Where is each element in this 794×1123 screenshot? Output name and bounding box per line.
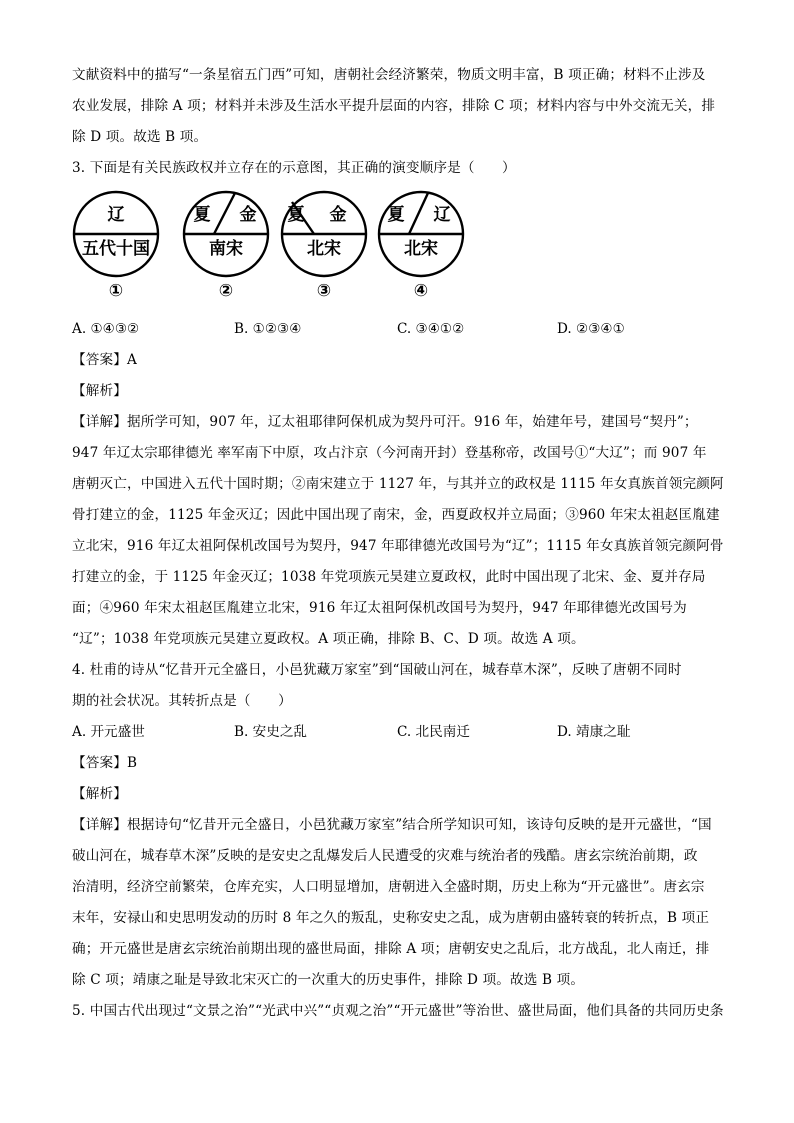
options-row: [72, 314, 727, 345]
text-line: 除 C 项；靖康之耻是导致北宋灭亡的一次重大的历史事件，排除 D 项。故选 B 项。: [72, 972, 585, 988]
option-c: C. ③④①②: [397, 321, 465, 337]
diagram-2: [184, 192, 268, 301]
question-5: [72, 996, 727, 1027]
question-stem: 4. 杜甫的诗从“忆昔开元全盛日，小邑犹藏万家室”到“国破山河在，城春草木深”，反映了唐朝不同时: [72, 662, 682, 678]
answer-label: 【答案】A: [72, 352, 137, 368]
diagram-2-top-left: 夏: [193, 205, 211, 225]
text-line: 打建立的金，于 1125 年金灭辽；1038 年党项族元昊建立夏政权，此时中国出现了北宋、金、夏并存局: [72, 569, 706, 585]
diagram-1-bottom: 五代十国: [82, 239, 150, 259]
diagram-1: [74, 192, 158, 301]
option-c: C. 北民南迁: [397, 724, 470, 740]
diagram-2-number: ②: [218, 281, 234, 301]
option-d: D. 靖康之耻: [557, 724, 631, 740]
analysis-label: 【解析】: [72, 383, 127, 399]
diagram-4-number: ④: [413, 281, 429, 301]
text-line: 确；开元盛世是唐玄宗统治前期出现的盛世局面，排除 A 项；唐朝安史之乱后，北方战乱，北人南迁，排: [72, 941, 710, 957]
diagram-2-bottom: 南宋: [209, 239, 243, 259]
text-line: 面；④960 年宋太祖赵匡胤建立北宋，916 年辽太祖阿保机改国号为契丹，947 年耶律德光改国号为: [72, 600, 687, 616]
option-b: B. 安史之乱: [234, 724, 308, 740]
text-line: 治清明，经济空前繁荣，仓库充实，人口明显增加，唐朝进入全盛时期，历史上称为“开元盛世”。唐玄宗: [72, 879, 705, 895]
regime-diagrams-svg: [72, 188, 492, 314]
question-stem: 5. 中国古代出现过“文景之治”“光武中兴”“贞观之治”“开元盛世”等治世、盛世局面，他们具备的共同历史条: [72, 1003, 724, 1019]
option-a: A. 开元盛世: [72, 724, 145, 740]
text-line: 【详解】根据诗句“忆昔开元全盛日，小邑犹藏万家室”结合所学知识可知，该诗句反映的是开元盛世，“国: [72, 817, 712, 833]
text-line: 唐朝灭亡，中国进入五代十国时期；②南宋建立于 1127 年，与其并立的政权是 1115 年女真族首领完颜阿: [72, 476, 724, 492]
diagram-3-top-right: 金: [329, 205, 347, 225]
diagram-3-bottom: 北宋: [307, 239, 341, 259]
diagram-3: [282, 192, 366, 301]
question-4: [72, 655, 727, 996]
analysis-label: 【解析】: [72, 786, 127, 802]
diagram-4: [379, 192, 463, 301]
option-b: B. ①②③④: [234, 321, 302, 337]
question-3: [72, 153, 727, 655]
text-line: 【详解】据所学可知，907 年，辽太祖耶律阿保机成为契丹可汗。916 年，始建年号，建国号“契丹”；: [72, 414, 698, 430]
answer-label: 【答案】B: [72, 755, 138, 771]
options-row: [72, 717, 727, 748]
text-line: 末年，安禄山和史思明发动的历时 8 年之久的叛乱，史称安史之乱，成为唐朝由盛转衰的转折点，B 项正: [72, 910, 710, 926]
text-line: 文献资料中的描写“一条星宿五门西”可知，唐朝社会经济繁荣，物质文明丰富，B 项正确；材料不止涉及: [72, 67, 706, 83]
diagram-1-number: ①: [108, 281, 124, 301]
diagram-4-top-left: 夏: [387, 205, 405, 225]
diagram-3-number: ③: [316, 281, 332, 301]
diagram-4-top-right: 辽: [433, 205, 451, 225]
diagram-2-top-right: 金: [239, 205, 257, 225]
question-stem: 期的社会状况。其转折点是（ ）: [72, 693, 292, 709]
text-line: 破山河在，城春草木深”反映的是安史之乱爆发后人民遭受的灾难与统治者的残酷。唐玄宗统治前期，政: [72, 848, 698, 864]
text-line: 除 D 项。故选 B 项。: [72, 129, 208, 145]
text-line: 骨打建立的金，1125 年金灭辽；因此中国出现了南宋，金，西夏政权并立局面；③960 年宋太祖赵匡胤建: [72, 507, 720, 523]
text-line: 947 年辽太宗耶律德光 率军南下中原，攻占汴京（今河南开封）登基称帝，改国号①“大辽”；而 907 年: [72, 445, 707, 461]
option-d: D. ②③④①: [557, 321, 625, 337]
option-a: A. ①④③②: [72, 321, 140, 337]
text-line: 农业发展，排除 A 项；材料并未涉及生活水平提升层面的内容，排除 C 项；材料内容与中外交流无关，排: [72, 98, 716, 114]
text-line: “辽”；1038 年党项族元昊建立夏政权。A 项正确，排除 B、C、D 项。故选 A 项。: [72, 631, 585, 647]
diagram-1-top: 辽: [107, 205, 125, 225]
q2-explanation-tail: [72, 60, 727, 153]
diagram-4-bottom: 北宋: [404, 239, 438, 259]
regime-diagrams: [72, 188, 727, 314]
text-line: 立北宋，916 年辽太祖阿保机改国号为契丹，947 年耶律德光改国号为“辽”；1115 年女真族首领完颜阿骨: [72, 538, 724, 554]
question-stem: 3. 下面是有关民族政权并立存在的示意图，其正确的演变顺序是（ ）: [72, 160, 516, 176]
document-page: [72, 60, 727, 1027]
diagram-3-top-left: 夏: [287, 205, 305, 225]
